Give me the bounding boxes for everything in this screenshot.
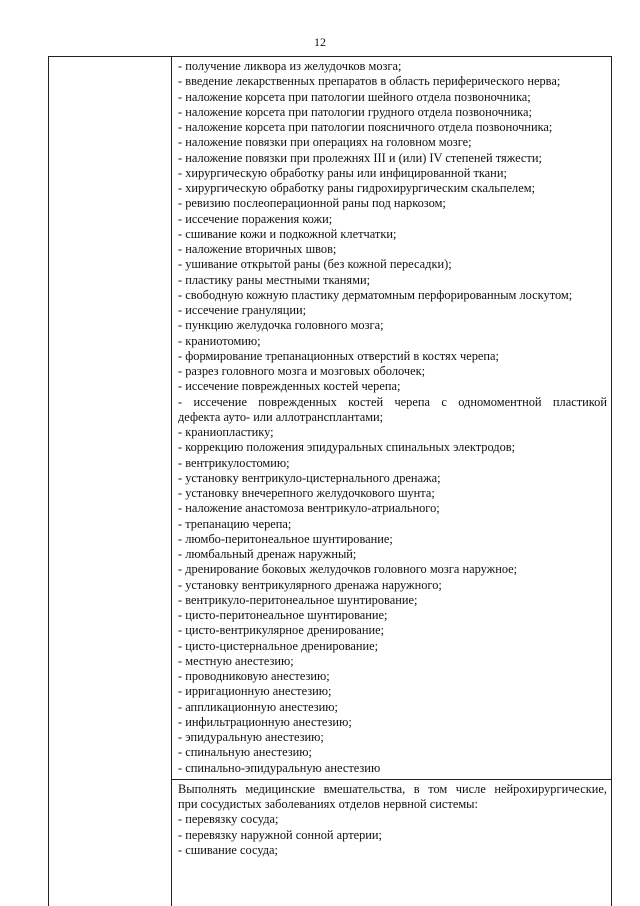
list-item: - вентрикулостомию;: [178, 455, 290, 470]
list-item: - местную анестезию;: [178, 653, 294, 668]
list-item: - наложение корсета при патологии поясничного отдела позвоночника;: [178, 120, 553, 134]
list-item: - дренирование боковых желудочков головного мозга наружное;: [178, 562, 518, 577]
list-item-continuation: дефекта ауто- или аллотрансплантами;: [178, 409, 384, 424]
list-item: - вентрикуло-перитонеальное шунтирование;: [178, 592, 418, 607]
list-item: - наложение повязки при операциях на головном мозге;: [178, 135, 472, 150]
list-item: - спинально-эпидуральную анестезию: [178, 760, 381, 775]
list-item: - аппликационную анестезию;: [178, 699, 338, 714]
list-item: - иссечение поврежденных костей черепа с одномоментной пластикой: [178, 394, 607, 409]
list-item: - разрез головного мозга и мозговых оболочек;: [178, 364, 426, 378]
list-item: - установку вентрикуло-цистернального дренажа;: [178, 470, 441, 485]
list-item: - наложение корсета при патологии шейного отдела позвоночника;: [178, 89, 531, 104]
procedures-list: [172, 57, 611, 776]
list-item: - спинальную анестезию;: [178, 745, 312, 760]
table-right-column: [172, 57, 611, 906]
list-item: - цисто-цистернальное дренирование;: [178, 638, 379, 653]
list-item: - установку внечерепного желудочкового шунта;: [178, 486, 435, 500]
list-item: - пункцию желудочка головного мозга;: [178, 318, 384, 333]
list-item: - сшивание кожи и подкожной клетчатки;: [178, 226, 397, 241]
list-item: - краниопластику;: [178, 425, 274, 439]
list-item: - иссечение поврежденных костей черепа;: [178, 379, 401, 394]
list-item: - проводниковую анестезию;: [178, 669, 330, 683]
list-item: - краниотомию;: [178, 333, 261, 348]
list-item: - эпидуральную анестезию;: [178, 730, 324, 744]
list-item: - трепанацию черепа;: [178, 516, 292, 531]
list-item: - коррекцию положения эпидуральных спинальных электродов;: [178, 440, 516, 455]
table-left-column: [49, 57, 172, 906]
list-item: - формирование трепанационных отверстий в костях черепа;: [178, 348, 500, 363]
list-item: - хирургическую обработку раны гидрохирургическим скальпелем;: [178, 181, 536, 195]
list-item: - цисто-перитонеальное шунтирование;: [178, 608, 388, 622]
list-item: - иссечение поражения кожи;: [178, 211, 333, 226]
list-item: - люмбальный дренаж наружный;: [178, 547, 357, 561]
section-intro-continuation: при сосудистых заболеваниях отделов нервной системы:: [178, 797, 478, 811]
list-item: - перевязку наружной сонной артерии;: [178, 827, 383, 842]
list-item: - иссечение грануляции;: [178, 303, 307, 317]
page-number: 12: [314, 35, 326, 49]
list-item: - наложение повязки при пролежнях III и (или) IV степеней тяжести;: [178, 150, 542, 165]
list-item: - введение лекарственных препаратов в область периферического нерва;: [178, 74, 561, 89]
list-item: - ушивание открытой раны (без кожной пересадки);: [178, 257, 452, 272]
list-item: - свободную кожную пластику дерматомным перфорированным лоскутом;: [178, 287, 573, 302]
procedures-table: [48, 56, 612, 906]
list-item: - перевязку сосуда;: [178, 812, 279, 827]
list-item: - наложение корсета при патологии грудного отдела позвоночника;: [178, 104, 532, 119]
list-item: - наложение анастомоза вентрикуло-атриального;: [178, 501, 440, 516]
list-item: - получение ликвора из желудочков мозга;: [178, 59, 402, 73]
list-item: - сшивание сосуда;: [178, 842, 278, 857]
list-item: - цисто-вентрикулярное дренирование;: [178, 623, 385, 638]
list-item: - ревизию послеоперационной раны под наркозом;: [178, 196, 446, 211]
list-item: - хирургическую обработку раны или инфицированной ткани;: [178, 165, 507, 180]
list-item: - наложение вторичных швов;: [178, 242, 337, 256]
section-intro: Выполнять медицинские вмешательства, в том числе нейрохирургические,: [178, 781, 607, 796]
list-item: - люмбо-перитонеальное шунтирование;: [178, 531, 393, 546]
list-item: - пластику раны местными тканями;: [178, 272, 371, 287]
list-item: - инфильтрационную анестезию;: [178, 714, 352, 729]
vascular-procedures-section: [172, 779, 611, 858]
list-item: - ирригационную анестезию;: [178, 684, 332, 699]
list-item: - установку вентрикулярного дренажа наружного;: [178, 577, 442, 592]
